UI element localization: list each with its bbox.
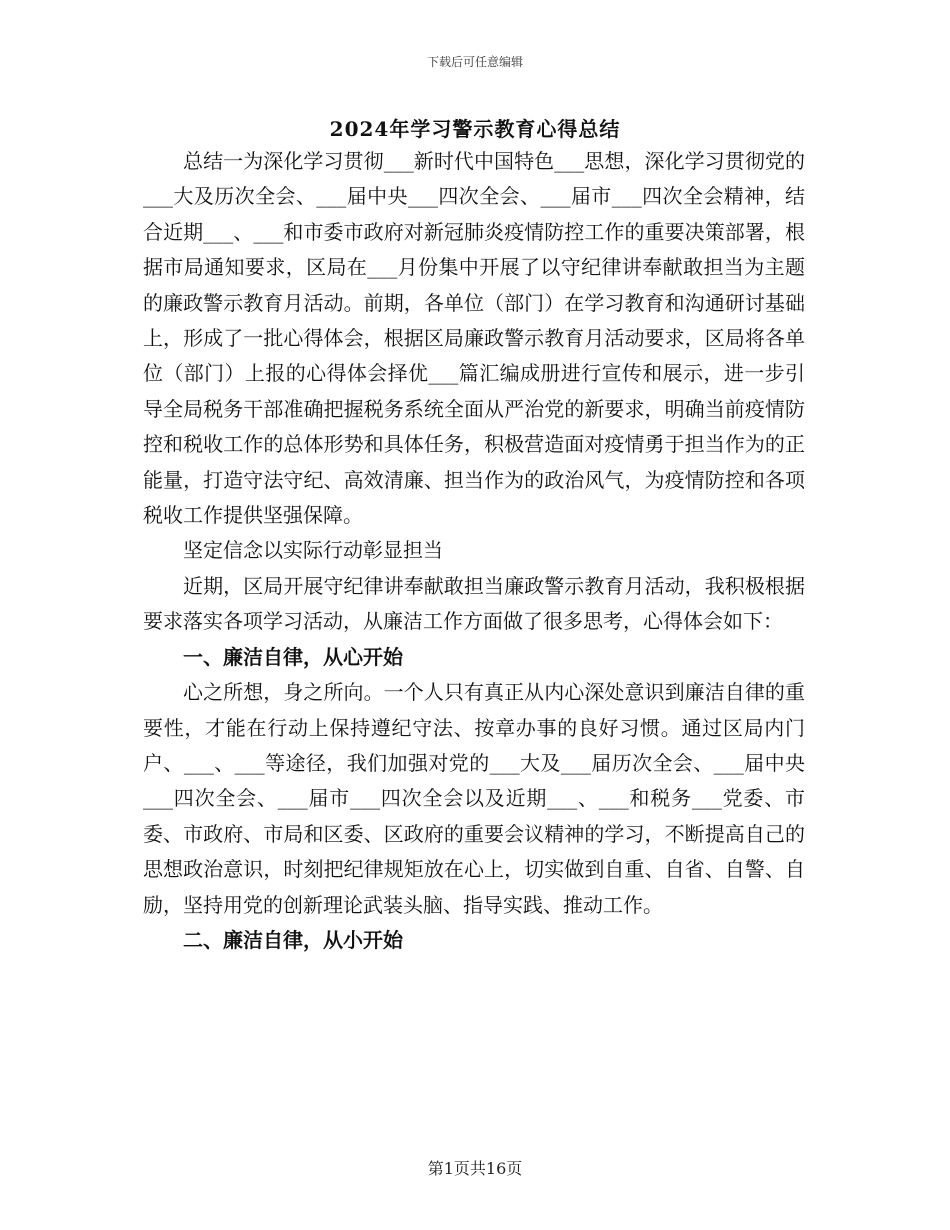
paragraph-section-1: 心之所想，身之所向。一个人只有真正从内心深处意识到廉洁自律的重要性，才能在行动上保持遵纪守法、按章办事的良好习惯。通过区局内门户、___、___等途径，我们加强对党的___大及___届历次全会、___届中央___四次全会、___届市___四次全会以及近期___、___和税务___党委、市委、市政府、市局和区委、区政府的重要会议精神的学习，不断提高自己的思想政治意识，时刻把纪律规矩放在心上，切实做到自重、自省、自警、自励，坚持用党的创新理论武装头脑、指导实践、推动工作。	[143, 680, 805, 917]
paragraph-preface: 近期，区局开展守纪律讲奉献敢担当廉政警示教育月活动，我积极根据要求落实各项学习活动，从廉洁工作方面做了很多思考，心得体会如下：	[143, 573, 805, 634]
document-body	[143, 144, 805, 958]
paragraph-subtitle: 坚定信念以实际行动彰显担当	[183, 538, 443, 563]
page-footer: 第1页共16页	[427, 1159, 523, 1178]
section-heading-2: 二、廉洁自律，从小开始	[183, 927, 403, 952]
paragraph-intro: 总结一为深化学习贯彻___新时代中国特色___思想，深化学习贯彻党的___大及历次全会、___届中央___四次全会、___届市___四次全会精神，结合近期___、___和市委市政府对新冠肺炎疫情防控工作的重要决策部署，根据市局通知要求，区局在___月份集中开展了以守纪律讲奉献敢担当为主题的廉政警示教育月活动。前期，各单位（部门）在学习教育和沟通研讨基础上，形成了一批心得体会，根据区局廉政警示教育月活动要求，区局将各单位（部门）上报的心得体会择优___篇汇编成册进行宣传和展示，进一步引导全局税务干部准确把握税务系统全面从严治党的新要求，明确当前疫情防控和税收工作的总体形势和具体任务，积极营造面对疫情勇于担当作为的正能量，打造守法守纪、高效清廉、担当作为的政治风气，为疫情防控和各项税收工作提供坚强保障。	[143, 149, 805, 528]
section-heading-1: 一、廉洁自律，从心开始	[183, 644, 403, 669]
header-note: 下载后可任意编辑	[426, 55, 523, 69]
document-title: 2024年学习警示教育心得总结	[329, 117, 621, 141]
